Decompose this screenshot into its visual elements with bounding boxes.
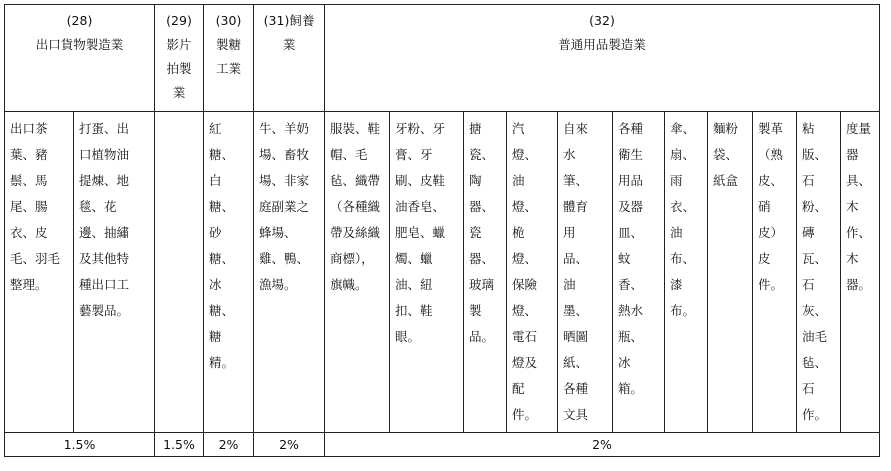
cell-sanitary: 各種 衛生 用品 及器 皿、 蚊 香、 熱水 瓶、 冰 箱。	[613, 112, 665, 433]
industry-tax-table	[4, 4, 880, 457]
cell-film	[155, 112, 204, 433]
header-general-goods-manufacturing: (32) 普通用品製造業	[325, 5, 880, 112]
cell-leather: 製革 （熟 皮、 硝 皮） 皮 件。	[753, 112, 797, 433]
rate-film: 1.5%	[155, 433, 204, 457]
cell-building-materials: 粘 版、 石 粉、 磚 瓦、 石 灰、 油毛 毡、 石 作。	[797, 112, 841, 433]
cell-sugar: 紅 糖、 白 糖、 砂 糖、 冰 糖、 糖 精。	[204, 112, 254, 433]
tax-rate-table-page	[4, 4, 880, 457]
rate-row	[5, 433, 880, 457]
cell-toiletries: 牙粉、牙 膏、牙 刷、皮鞋 油香皂、 肥皂、蠟 燭、蠟 油、紐 扣、鞋 眼。	[390, 112, 464, 433]
cell-ceramics: 搪 瓷、 陶 器、 瓷 器、 玻璃 製 品。	[464, 112, 507, 433]
rate-export-goods: 1.5%	[5, 433, 155, 457]
header-row	[5, 5, 880, 112]
cell-export-crafts: 打蛋、出 口植物油 提煉、地 毯、花 邊、抽繡 及其他特 種出口工 藝製品。	[74, 112, 155, 433]
cell-paper-bags: 麵粉 袋、 紙盒	[708, 112, 753, 433]
cell-stationery: 自來 水 筆、 體育 用 品、 油 墨、 晒圖 紙、 各種 文具	[558, 112, 613, 433]
header-livestock-raising: (31)飼養 業	[254, 5, 325, 112]
cell-garments: 服裝、鞋 帽、毛 毡、織帶 （各種織 帶及絲織 商標）， 旗幟。	[325, 112, 390, 433]
content-row	[5, 112, 880, 433]
rate-general-goods: 2%	[325, 433, 880, 457]
cell-lamps: 汽 燈、 油 燈、 桅 燈、 保險 燈、 電石 燈及 配 件。	[507, 112, 558, 433]
rate-livestock: 2%	[254, 433, 325, 457]
rate-sugar: 2%	[204, 433, 254, 457]
cell-export-produce: 出口茶 葉、豬 鬃、馬 尾、腸 衣、皮 毛、羽毛 整理。	[5, 112, 74, 433]
header-sugar-industry: (30) 製糖 工業	[204, 5, 254, 112]
cell-livestock: 牛、羊奶 場、畜牧 場、非家 庭副業之 蜂場、 雞、鴨、 漁場。	[254, 112, 325, 433]
header-film-production: (29) 影片 拍製 業	[155, 5, 204, 112]
cell-measuring-woodwork: 度量 器 具、 木 作、 木 器。	[841, 112, 880, 433]
cell-umbrellas: 傘、 扇、 雨 衣、 油 布、 漆 布。	[665, 112, 708, 433]
header-export-goods-manufacturing: (28) 出口貨物製造業	[5, 5, 155, 112]
